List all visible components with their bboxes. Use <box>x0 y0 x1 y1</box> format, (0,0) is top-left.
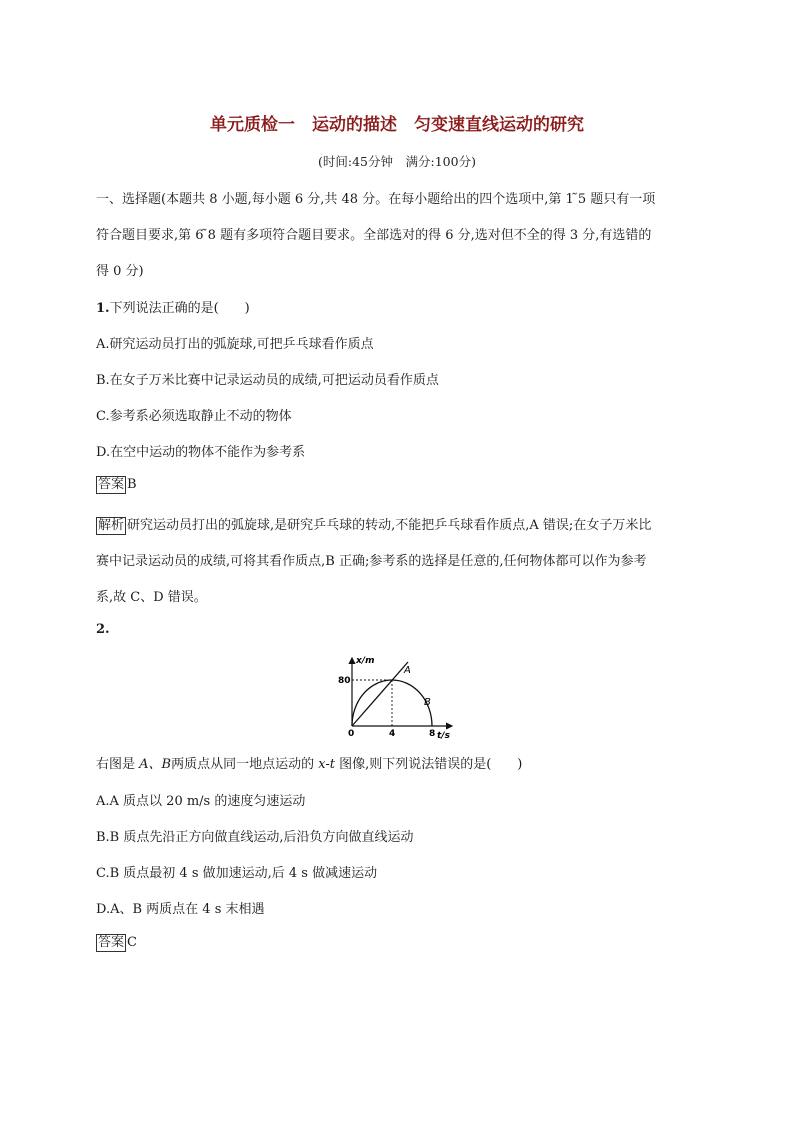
curve-B-label: B <box>424 697 431 708</box>
analysis-text: 研究运动员打出的弧旋球,是研究乒乓球的转动,不能把乒乓球看作质点,A 错误;在女子万米比 <box>127 518 652 533</box>
y-axis-label: x/m <box>356 656 375 666</box>
answer-value: C <box>127 935 137 950</box>
q1-analysis-line-1 <box>96 514 651 535</box>
section-instructions-line-3: 得 0 分) <box>96 264 144 279</box>
q2-option-b: B.B 质点先沿正方向做直线运动,后沿负方向做直线运动 <box>96 830 414 845</box>
answer-label: 答案 <box>98 935 125 950</box>
origin-label: 0 <box>348 729 355 739</box>
question-number: 1. <box>96 301 110 316</box>
y-tick-label: 80 <box>338 676 351 686</box>
question-2-stem: 右图是 A、B两质点从同一地点运动的 x-t 图像,则下列说法错误的是( ) <box>96 757 523 772</box>
question-2-number: 2. <box>96 622 110 637</box>
question-1-stem <box>96 297 250 316</box>
q2-answer <box>96 934 137 952</box>
q1-analysis-line-3: 系,故 C、D 错误。 <box>96 590 207 605</box>
q2-option-c: C.B 质点最初 4 s 做加速运动,后 4 s 做减速运动 <box>96 866 378 881</box>
page-title: 单元质检一 运动的描述 匀变速直线运动的研究 <box>210 115 584 135</box>
line-A-label: A <box>404 665 411 676</box>
analysis-label: 解析 <box>98 518 125 533</box>
q1-option-b: B.在女子万米比赛中记录运动员的成绩,可把运动员看作质点 <box>96 373 439 388</box>
q1-option-d: D.在空中运动的物体不能作为参考系 <box>96 445 306 460</box>
q1-analysis-line-2: 赛中记录运动员的成绩,可将其看作质点,B 正确;参考系的选择是任意的,任何物体都可以作为参考 <box>96 554 647 569</box>
curve-B <box>352 680 432 726</box>
question-text: 下列说法正确的是( ) <box>109 301 250 316</box>
q2-option-d: D.A、B 两质点在 4 s 末相遇 <box>96 902 265 917</box>
x-tick-label-1: 4 <box>389 729 396 739</box>
q1-answer <box>96 476 137 494</box>
q1-option-c: C.参考系必须选取静止不动的物体 <box>96 409 292 424</box>
x-tick-label-2: 8 <box>429 729 436 739</box>
answer-label: 答案 <box>98 477 125 492</box>
q1-option-a: A.研究运动员打出的弧旋球,可把乒乓球看作质点 <box>96 337 374 352</box>
section-instructions-line-2: 符合题目要求,第 6 ̃8 题有多项符合题目要求。全部选对的得 6 分,选对但不全的得 3 分,有选错的 <box>96 228 652 243</box>
x-axis-label: t/s <box>437 731 450 741</box>
section-instructions-line-1: 一、选择题(本题共 8 小题,每小题 6 分,共 48 分。在每小题给出的四个选项中,第 1 ̃5 题只有一项 <box>96 192 656 207</box>
q2-option-a: A.A 质点以 20 m/s 的速度匀速运动 <box>96 794 306 809</box>
answer-value: B <box>127 477 137 492</box>
exam-info: (时间:45分钟 满分:100分) <box>318 154 476 169</box>
x-t-graph <box>338 652 458 742</box>
line-A <box>352 662 408 726</box>
